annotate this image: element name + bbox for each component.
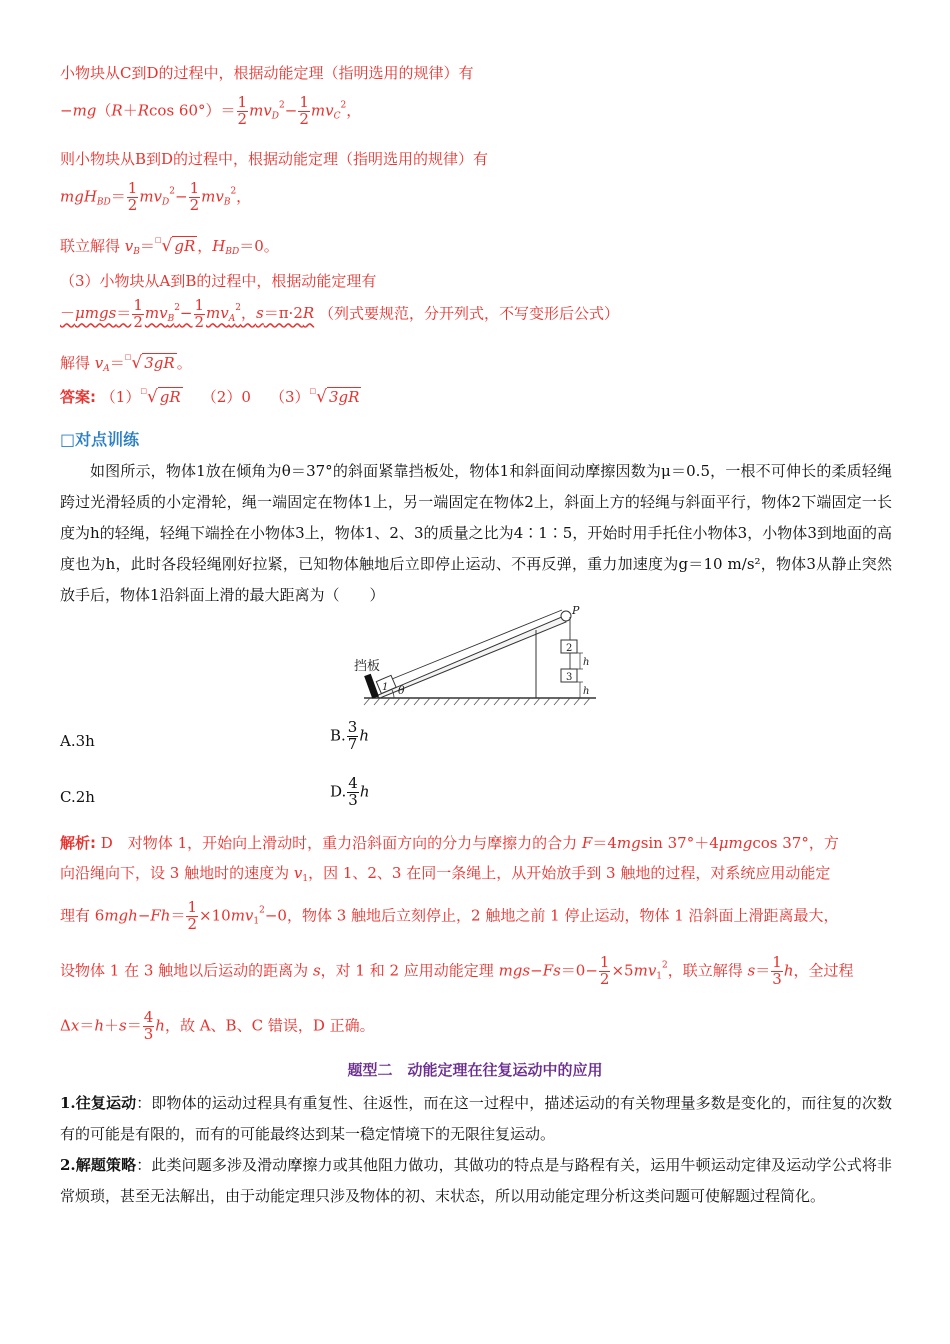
pulley-label: P — [572, 606, 580, 617]
analysis-label: 解析: — [60, 834, 96, 852]
solution-line-a-to-b — [60, 270, 376, 291]
block-1-label: 1 — [382, 682, 389, 693]
equation-a-to-b: －μmgs＝ $\frac{1}{2}$ $mv_B^2-$ $\frac{1}{2}$ $mv_A^2$，s＝π·2R （列式要规范，分开列式，不写变形后公式） — [60, 296, 619, 331]
pulley — [561, 611, 571, 621]
block-2-label: 2 — [566, 643, 573, 654]
analysis-line-5: Δx＝h＋s＝ $\frac{4}{3}$ h，故 A、B、C 错误，D 正确。 — [60, 1008, 375, 1043]
answer-line: 答案: （1）□√ gR （2）0 （3）□√ 3gR — [60, 387, 360, 407]
answer-part2: （2）0 — [201, 388, 251, 406]
angle-label: θ — [398, 684, 405, 697]
baffle — [364, 674, 379, 699]
equation-c-to-d: −mg（R＋Rcos 60°）＝ $\frac{1}{2}$ $mv_D^2-$ $\frac{1}{2}$ $mv_C^2$， — [60, 93, 362, 128]
item2-label: 2.解题策略 — [60, 1156, 137, 1174]
section2-item-1 — [60, 1088, 892, 1150]
h-label-upper: h — [583, 657, 590, 668]
analysis-line-4: 设物体 1 在 3 触地以后运动的距离为 s，对 1 和 2 应用动能定理 mgs−Fs＝0− $\frac{1}{2}$ $\times 5mv_1^2$，联立解得 s＝ $\frac{1}{3}$ h，全过程 — [60, 953, 854, 988]
option-a[interactable]: A.3h — [60, 732, 95, 750]
option-b[interactable]: B. $\frac{3}{7}$ h — [330, 718, 370, 753]
option-d[interactable]: D. $\frac{4}{3}$ h — [330, 774, 370, 809]
solution-line3-text: 则小物块从B到D的过程中，根据动能定理（指明选用的规律）有 — [60, 150, 489, 168]
section2-title: 题型二 动能定理在往复运动中的应用 — [347, 1061, 603, 1079]
sqrt-3gr-radical: □√ 3gR — [124, 353, 175, 373]
h-label-lower: h — [583, 686, 590, 697]
sqrt-gr-radical: □√ gR — [154, 236, 196, 256]
item1-label: 1.往复运动 — [60, 1094, 137, 1112]
solution-line6-text: （3）小物块从A到B的过程中，根据动能定理有 — [60, 272, 377, 290]
solution-line1-text: 小物块从C到D的过程中，根据动能定理（指明选用的规律）有 — [60, 64, 474, 82]
equation-note: （列式要规范，分开列式，不写变形后公式） — [318, 304, 619, 323]
answer-label: 答案: — [60, 388, 96, 406]
section2-title-wrap — [0, 1059, 950, 1080]
analysis-line-2: 向沿绳向下，设 3 触地时的速度为 $v_1$，因 1、2、3 在同一条绳上，从开始放手到 3 触地的过程，对系统应用动能定 — [60, 864, 831, 884]
item2-text: ：此类问题多涉及滑动摩擦力或其他阻力做功，其做功的特点是与路程有关，运用牛顿运动定律及运动学公式将非常烦琐，甚至无法解出，由于动能定理只涉及物体的初、末状态，所以用动能定理分析这类问题可使解题过程简化。 — [60, 1156, 892, 1205]
section2-item-2 — [60, 1150, 892, 1212]
item1-text: ：即物体的运动过程具有重复性、往返性，而在这一过程中，描述运动的有关物理量多数是变化的，而往复的次数有的可能是有限的，而有的可能最终达到某一稳定情境下的无限往复运动。 — [60, 1094, 892, 1143]
training-heading: □对点训练 — [60, 430, 140, 449]
analysis-line-1: 解析: D 对物体 1，开始向上滑动时，重力沿斜面方向的分力与摩擦力的合力 F＝4mgsin 37°＋4μmgcos 37°，方 — [60, 834, 839, 852]
incline-pulley-figure — [350, 606, 600, 708]
block-3-label: 3 — [566, 672, 573, 683]
baffle-label: 挡板 — [354, 659, 381, 674]
option-c[interactable]: C.2h — [60, 788, 95, 806]
solution-line-c-to-d — [60, 62, 474, 83]
solution-line-b-to-d — [60, 148, 488, 169]
solution-line-result-a: 解得 $v_A=^□√$ 3gR 。 — [60, 353, 192, 374]
problem-text: 如图所示，物体1放在倾角为θ＝37°的斜面紧靠挡板处，物体1和斜面间动摩擦因数为μ＝0.5，一根不可伸长的柔质轻绳跨过光滑轻质的小定滑轮，绳一端固定在物体1上，另一端固定在物体2上，斜面上方的轻绳与斜面平行，物体2下端固定一长度为h的轻绳，轻绳下端拴在小物体3上，物体1、2、3的质量之比为4∶1∶5，开始时用手托住小物体3，小物体3到地面的高度也为h，此时各段轻绳刚好拉紧，已知物体触地后立即停止运动、不再反弹，重力加速度为g＝10 m/s²，物体3从静止突然放手后，物体1沿斜面上滑的最大距离为（ ） — [60, 462, 892, 604]
equation-b-to-d: mgH$_{BD}$＝ $\frac{1}{2}$ $mv_D^2-$ $\frac{1}{2}$ $mv_B^2$， — [60, 179, 252, 214]
solution-line-result-b: 联立解得 $v_B=^□√$ gR ，$H_{BD}=0$。 — [60, 236, 279, 257]
analysis-line-3: 理有 6mgh−Fh＝ $\frac{1}{2}$ $\times 10mv_1^2-0$，物体 3 触地后立刻停止，2 触地之前 1 停止运动，物体 1 沿斜面上滑距离最大， — [60, 898, 839, 933]
